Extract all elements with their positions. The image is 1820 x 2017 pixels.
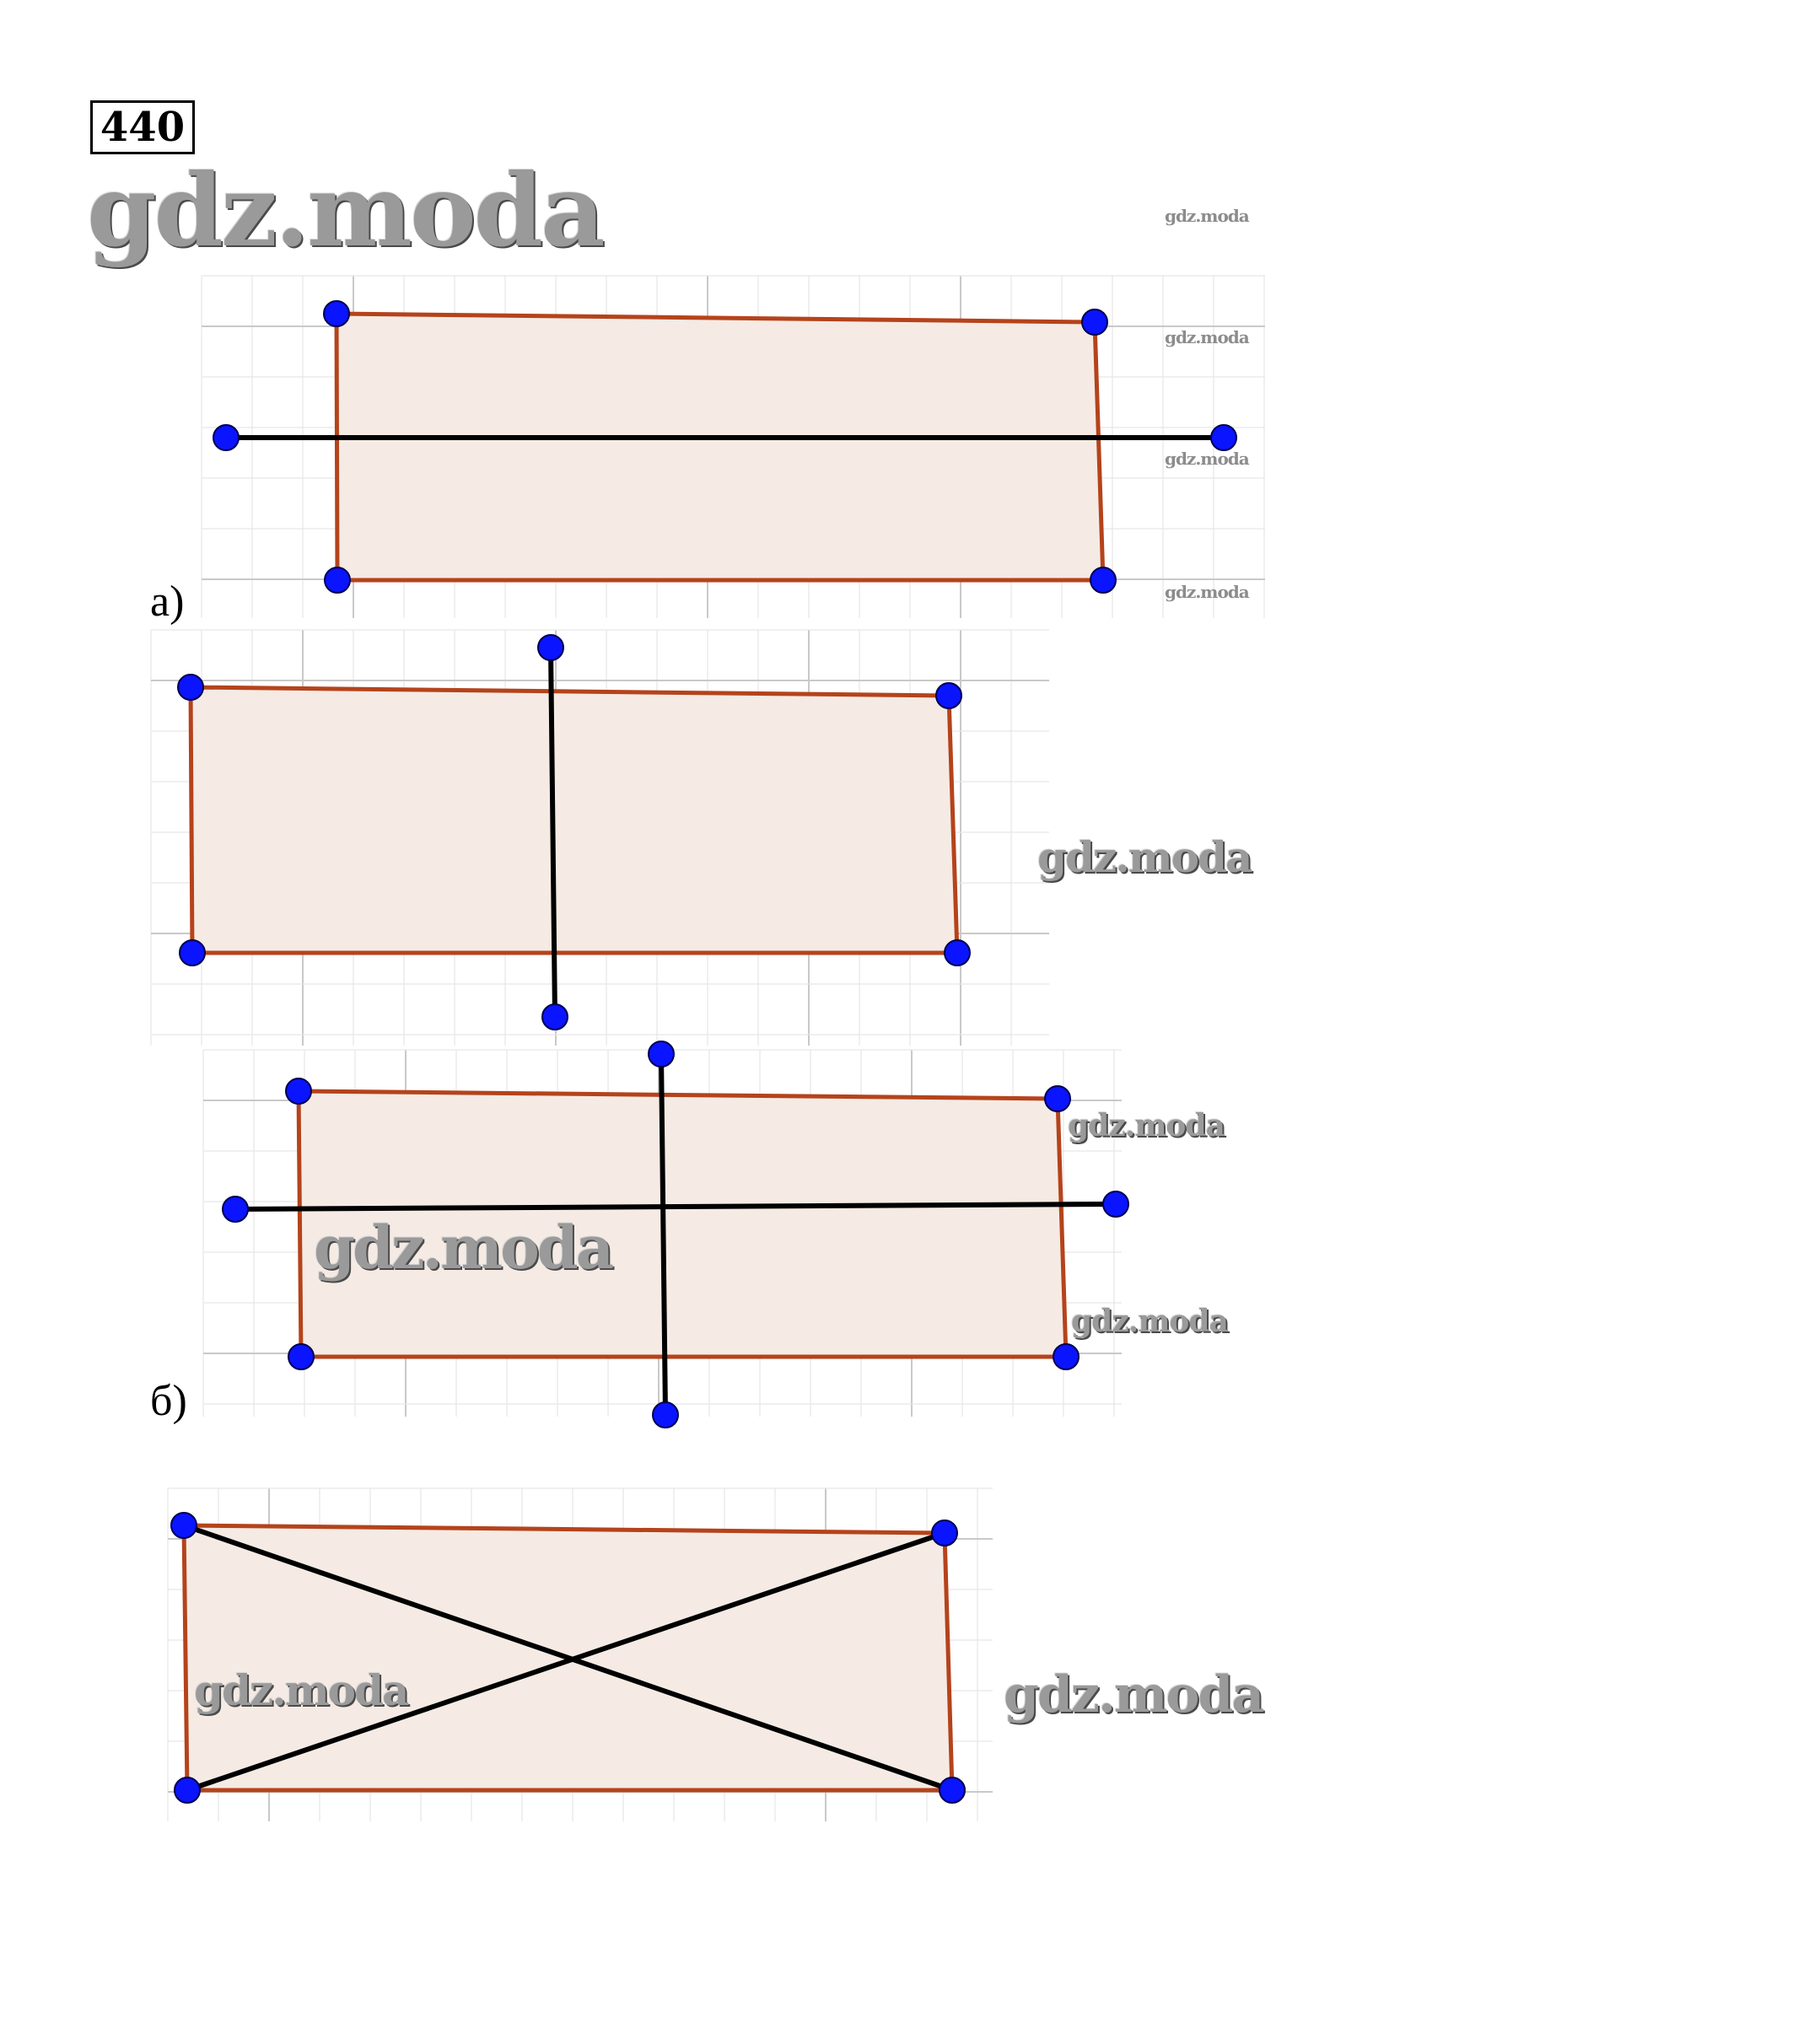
watermark-small: gdz.moda — [1165, 206, 1249, 226]
watermark-small: gdz.moda — [1165, 327, 1249, 347]
watermark-small: gdz.moda — [1165, 449, 1249, 469]
vertex-point — [171, 1513, 197, 1538]
watermark-medium: gdz.moda — [1068, 1108, 1225, 1143]
vertex-point — [178, 675, 203, 700]
vertex-point — [945, 940, 970, 965]
watermark-logo: gdz.moda — [87, 152, 603, 269]
vertex-point — [175, 1778, 200, 1803]
vertex-point — [936, 683, 961, 708]
task-number-box: 440 — [90, 100, 195, 154]
vertex-point — [288, 1344, 314, 1369]
vertex-point — [538, 635, 563, 660]
vertex-point — [325, 567, 350, 593]
vertex-point — [542, 1004, 568, 1030]
vertex-point — [1211, 425, 1236, 450]
vertex-point — [286, 1078, 311, 1104]
vertex-point — [324, 301, 349, 326]
vertex-point — [1090, 567, 1116, 593]
vertex-point — [1082, 309, 1107, 335]
watermark-medium: gdz.moda — [194, 1665, 408, 1715]
vertex-point — [223, 1197, 248, 1222]
vertex-point — [1045, 1086, 1070, 1111]
rectangle-shape — [337, 314, 1103, 580]
vertex-point — [940, 1778, 965, 1803]
vertex-point — [653, 1402, 678, 1428]
part-label-a: а) — [150, 578, 185, 626]
vertex-point — [180, 940, 205, 965]
vertex-point — [932, 1520, 957, 1546]
vertex-point — [213, 425, 239, 450]
watermark-medium: gdz.moda — [1071, 1304, 1228, 1339]
part-label-b: б) — [150, 1377, 187, 1425]
vertex-point — [1053, 1344, 1079, 1369]
watermark-medium: gdz.moda — [1004, 1665, 1263, 1724]
vertex-point — [1103, 1191, 1128, 1217]
vertex-point — [649, 1041, 674, 1067]
rectangle-shape — [191, 687, 957, 953]
watermark-medium: gdz.moda — [314, 1213, 612, 1283]
watermark-small: gdz.moda — [1165, 582, 1249, 602]
watermark-medium: gdz.moda — [1037, 832, 1252, 882]
